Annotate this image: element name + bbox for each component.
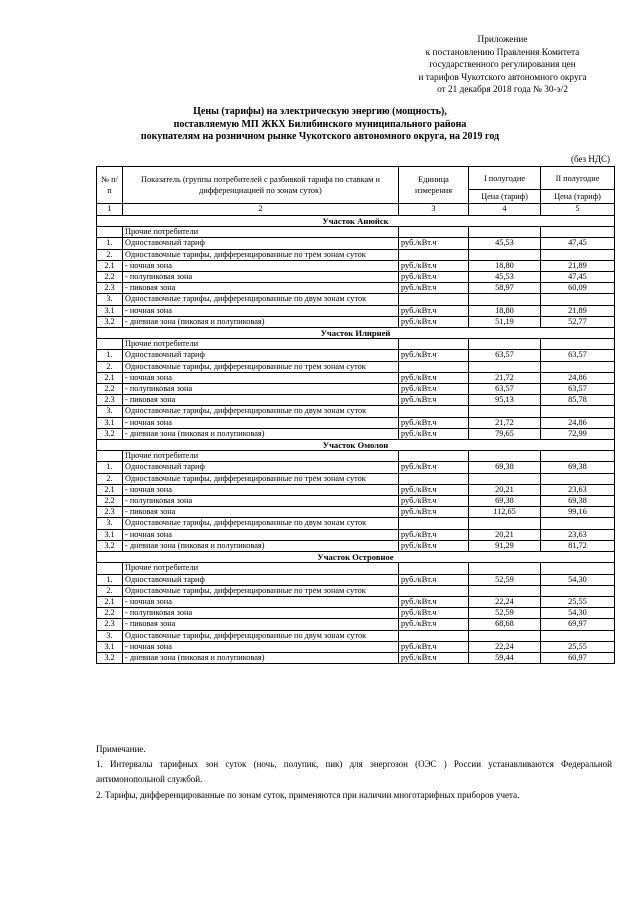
document-title bbox=[100, 106, 540, 144]
appendix-line: Приложение bbox=[477, 35, 528, 45]
row-label: Одноставочные тарифы, дифференцированные по двум зонам суток bbox=[123, 294, 399, 305]
row-number: 2.1 bbox=[97, 372, 123, 383]
row-label: Одноставочные тарифы, дифференцированные по трем зонам суток bbox=[123, 473, 399, 484]
row-unit: руб./кВт.ч bbox=[399, 574, 469, 585]
value-half-2 bbox=[541, 249, 615, 260]
note-item: 1. Интервалы тарифных зон суток (ночь, полупик, пик) для энергозон (ОЭС ) России устанавливаются Федеральной антимонопольной службой. bbox=[96, 759, 612, 785]
row-number: 1. bbox=[97, 462, 123, 473]
table-row bbox=[97, 596, 615, 607]
row-number: 2.1 bbox=[97, 596, 123, 607]
row-unit: руб./кВт.ч bbox=[399, 529, 469, 540]
row-label: Прочие потребители bbox=[123, 227, 399, 238]
row-unit: руб./кВт.ч bbox=[399, 596, 469, 607]
header-price-2: Цена (тариф) bbox=[541, 190, 615, 204]
row-unit: руб./кВт.ч bbox=[399, 540, 469, 551]
value-half-1: 112,65 bbox=[469, 507, 541, 518]
row-number: 1. bbox=[97, 238, 123, 249]
value-half-2: 21,89 bbox=[541, 260, 615, 271]
row-number: 2.2 bbox=[97, 272, 123, 283]
table-row bbox=[97, 652, 615, 663]
table-row bbox=[97, 361, 615, 372]
value-half-2: 69,97 bbox=[541, 619, 615, 630]
value-half-2 bbox=[541, 630, 615, 641]
value-half-2 bbox=[541, 563, 615, 574]
row-unit: руб./кВт.ч bbox=[399, 372, 469, 383]
row-label: Прочие потребители bbox=[123, 451, 399, 462]
table-row bbox=[97, 339, 615, 350]
value-half-2: 47,45 bbox=[541, 272, 615, 283]
row-label: - ночная зона bbox=[123, 484, 399, 495]
row-unit bbox=[399, 451, 469, 462]
appendix-line: и тарифов Чукотского автономного округа bbox=[418, 72, 587, 83]
header-half-2: II полугодие bbox=[541, 167, 615, 190]
row-label: - пиковая зона bbox=[123, 395, 399, 406]
table-row bbox=[97, 451, 615, 462]
value-half-1: 95,13 bbox=[469, 395, 541, 406]
row-label: - пиковая зона bbox=[123, 619, 399, 630]
row-unit: руб./кВт.ч bbox=[399, 260, 469, 271]
table-row bbox=[97, 384, 615, 395]
row-number: 1. bbox=[97, 350, 123, 361]
value-half-1: 52,59 bbox=[469, 608, 541, 619]
row-label: - ночная зона bbox=[123, 529, 399, 540]
row-unit: руб./кВт.ч bbox=[399, 507, 469, 518]
section-name: Участок Анюйск bbox=[97, 216, 615, 227]
value-half-2: 72,99 bbox=[541, 428, 615, 439]
row-label: Одноставочные тарифы, дифференцированные по двум зонам суток bbox=[123, 630, 399, 641]
row-number: 2. bbox=[97, 585, 123, 596]
row-label: Одноставочный тариф bbox=[123, 574, 399, 585]
row-label: - полупиковая зона bbox=[123, 608, 399, 619]
value-half-2: 63,57 bbox=[541, 350, 615, 361]
table-row bbox=[97, 238, 615, 249]
row-unit bbox=[399, 361, 469, 372]
row-unit: руб./кВт.ч bbox=[399, 484, 469, 495]
row-unit: руб./кВт.ч bbox=[399, 283, 469, 294]
value-half-2 bbox=[541, 294, 615, 305]
title-line: Цены (тарифы) на электрическую энергию (мощность), bbox=[193, 106, 447, 117]
table-row bbox=[97, 585, 615, 596]
row-number: 3.2 bbox=[97, 316, 123, 327]
row-number: 2.3 bbox=[97, 619, 123, 630]
note-item: 2. Тарифы, дифференцированные по зонам суток, применяются при наличии многотарифных приборов учета. bbox=[96, 789, 520, 800]
row-number bbox=[97, 339, 123, 350]
table-row bbox=[97, 518, 615, 529]
value-half-2: 63,57 bbox=[541, 384, 615, 395]
row-unit: руб./кВт.ч bbox=[399, 238, 469, 249]
row-number: 3.2 bbox=[97, 652, 123, 663]
value-half-1: 63,57 bbox=[469, 350, 541, 361]
table-row bbox=[97, 350, 615, 361]
row-label: Одноставочный тариф bbox=[123, 350, 399, 361]
row-unit: руб./кВт.ч bbox=[399, 395, 469, 406]
table-row bbox=[97, 507, 615, 518]
row-number: 3.2 bbox=[97, 540, 123, 551]
row-unit bbox=[399, 339, 469, 350]
header-price-1: Цена (тариф) bbox=[469, 190, 541, 204]
row-unit: руб./кВт.ч bbox=[399, 462, 469, 473]
table-row bbox=[97, 316, 615, 327]
value-half-2: 60,97 bbox=[541, 652, 615, 663]
table-row bbox=[97, 406, 615, 417]
row-unit: руб./кВт.ч bbox=[399, 619, 469, 630]
value-half-2: 21,89 bbox=[541, 305, 615, 316]
value-half-1: 69,38 bbox=[469, 462, 541, 473]
value-half-2 bbox=[541, 339, 615, 350]
row-unit: руб./кВт.ч bbox=[399, 305, 469, 316]
value-half-1: 21,72 bbox=[469, 372, 541, 383]
appendix-block bbox=[395, 34, 610, 97]
row-label: - дневная зона (пиковая и полупиковая) bbox=[123, 428, 399, 439]
row-label: - ночная зона bbox=[123, 260, 399, 271]
value-half-2: 23,63 bbox=[541, 529, 615, 540]
value-half-1: 22,24 bbox=[469, 596, 541, 607]
row-number: 2.3 bbox=[97, 395, 123, 406]
row-unit bbox=[399, 227, 469, 238]
row-unit: руб./кВт.ч bbox=[399, 384, 469, 395]
row-number: 3.1 bbox=[97, 417, 123, 428]
value-half-1: 91,29 bbox=[469, 540, 541, 551]
value-half-1: 21,72 bbox=[469, 417, 541, 428]
value-half-1 bbox=[469, 227, 541, 238]
table-row bbox=[97, 473, 615, 484]
row-number: 2.2 bbox=[97, 608, 123, 619]
row-label: - полупиковая зона bbox=[123, 384, 399, 395]
value-half-2 bbox=[541, 585, 615, 596]
row-label: - дневная зона (пиковая и полупиковая) bbox=[123, 540, 399, 551]
section-name: Участок Островное bbox=[97, 552, 615, 563]
table-row bbox=[97, 496, 615, 507]
value-half-1: 20,21 bbox=[469, 529, 541, 540]
table-row bbox=[97, 428, 615, 439]
notes-block bbox=[96, 742, 612, 803]
row-number: 3. bbox=[97, 630, 123, 641]
row-number: 1. bbox=[97, 574, 123, 585]
value-half-1 bbox=[469, 339, 541, 350]
value-half-2: 24,86 bbox=[541, 417, 615, 428]
row-label: - ночная зона bbox=[123, 372, 399, 383]
value-half-2 bbox=[541, 406, 615, 417]
row-label: - ночная зона bbox=[123, 305, 399, 316]
row-number: 3. bbox=[97, 518, 123, 529]
row-label: - ночная зона bbox=[123, 417, 399, 428]
table-row bbox=[97, 294, 615, 305]
value-half-1: 18,80 bbox=[469, 260, 541, 271]
value-half-2: 54,30 bbox=[541, 608, 615, 619]
row-label: Одноставочные тарифы, дифференцированные по двум зонам суток bbox=[123, 518, 399, 529]
notes-heading: Примечание. bbox=[96, 744, 146, 754]
header-half-1: I полугодие bbox=[469, 167, 541, 190]
row-label: Одноставочные тарифы, дифференцированные по трем зонам суток bbox=[123, 249, 399, 260]
row-unit bbox=[399, 630, 469, 641]
value-half-1: 22,24 bbox=[469, 641, 541, 652]
section-header-row bbox=[97, 216, 615, 227]
table-row bbox=[97, 462, 615, 473]
table-row bbox=[97, 484, 615, 495]
row-label: - пиковая зона bbox=[123, 507, 399, 518]
row-number: 2.2 bbox=[97, 496, 123, 507]
header-indicator: Показатель (группы потребителей с разбивкой тарифа по ставкам и дифференциацией по зонам суток) bbox=[123, 167, 399, 204]
row-number: 2.3 bbox=[97, 283, 123, 294]
value-half-1: 59,44 bbox=[469, 652, 541, 663]
table-row bbox=[97, 283, 615, 294]
header-unit: Единица измерения bbox=[399, 167, 469, 204]
value-half-2: 69,38 bbox=[541, 496, 615, 507]
section-name: Участок Илирней bbox=[97, 328, 615, 339]
value-half-2: 25,55 bbox=[541, 641, 615, 652]
value-half-1: 20,21 bbox=[469, 484, 541, 495]
value-half-1 bbox=[469, 585, 541, 596]
row-unit: руб./кВт.ч bbox=[399, 428, 469, 439]
table-row bbox=[97, 630, 615, 641]
row-number: 2.1 bbox=[97, 484, 123, 495]
table-row bbox=[97, 272, 615, 283]
value-half-1: 18,80 bbox=[469, 305, 541, 316]
value-half-2 bbox=[541, 227, 615, 238]
table-row bbox=[97, 641, 615, 652]
table-row bbox=[97, 608, 615, 619]
value-half-2: 52,77 bbox=[541, 316, 615, 327]
row-unit bbox=[399, 294, 469, 305]
header-num: № п/п bbox=[97, 167, 123, 204]
value-half-1 bbox=[469, 294, 541, 305]
row-label: - полупиковая зона bbox=[123, 496, 399, 507]
value-half-2 bbox=[541, 361, 615, 372]
value-half-2: 69,38 bbox=[541, 462, 615, 473]
title-line: покупателям на розничном рынке Чукотского автономного округа, на 2019 год bbox=[140, 131, 500, 142]
table-row bbox=[97, 395, 615, 406]
row-unit: руб./кВт.ч bbox=[399, 608, 469, 619]
table-row bbox=[97, 260, 615, 271]
row-label: - пиковая зона bbox=[123, 283, 399, 294]
row-label: - полупиковая зона bbox=[123, 272, 399, 283]
value-half-1 bbox=[469, 361, 541, 372]
value-half-2: 60,09 bbox=[541, 283, 615, 294]
row-number: 3. bbox=[97, 406, 123, 417]
row-number bbox=[97, 563, 123, 574]
row-label: - ночная зона bbox=[123, 641, 399, 652]
column-number: 3 bbox=[399, 204, 469, 216]
value-half-2: 99,16 bbox=[541, 507, 615, 518]
row-unit: руб./кВт.ч bbox=[399, 350, 469, 361]
value-half-2: 23,63 bbox=[541, 484, 615, 495]
table-row bbox=[97, 417, 615, 428]
row-unit: руб./кВт.ч bbox=[399, 417, 469, 428]
value-half-1 bbox=[469, 406, 541, 417]
tariff-table bbox=[96, 166, 615, 664]
row-unit: руб./кВт.ч bbox=[399, 316, 469, 327]
value-half-2: 47,45 bbox=[541, 238, 615, 249]
row-unit bbox=[399, 585, 469, 596]
appendix-line: к постановлению Правления Комитета bbox=[425, 47, 580, 58]
row-number: 2.1 bbox=[97, 260, 123, 271]
row-number: 2.3 bbox=[97, 507, 123, 518]
row-label: Одноставочные тарифы, дифференцированные по трем зонам суток bbox=[123, 585, 399, 596]
row-number: 2.2 bbox=[97, 384, 123, 395]
table-row bbox=[97, 372, 615, 383]
row-number bbox=[97, 451, 123, 462]
title-line: поставляемую МП ЖКХ Билибинского муниципального района bbox=[173, 118, 467, 130]
value-half-2: 85,78 bbox=[541, 395, 615, 406]
value-half-2 bbox=[541, 451, 615, 462]
row-number: 3.1 bbox=[97, 641, 123, 652]
value-half-2: 25,55 bbox=[541, 596, 615, 607]
value-half-2 bbox=[541, 518, 615, 529]
row-unit: руб./кВт.ч bbox=[399, 641, 469, 652]
appendix-line: от 21 декабря 2018 года № 30-э/2 bbox=[437, 85, 568, 96]
column-number: 2 bbox=[123, 204, 399, 216]
table-row bbox=[97, 540, 615, 551]
value-half-1 bbox=[469, 563, 541, 574]
row-unit: руб./кВт.ч bbox=[399, 272, 469, 283]
value-half-1 bbox=[469, 249, 541, 260]
value-half-1 bbox=[469, 630, 541, 641]
row-number: 3.1 bbox=[97, 529, 123, 540]
table-header-row bbox=[97, 167, 615, 190]
value-half-1: 52,59 bbox=[469, 574, 541, 585]
vat-note: (без НДС) bbox=[570, 154, 610, 164]
row-label: - дневная зона (пиковая и полупиковая) bbox=[123, 652, 399, 663]
table-row bbox=[97, 227, 615, 238]
section-name: Участок Омолон bbox=[97, 440, 615, 451]
table-row bbox=[97, 574, 615, 585]
row-number: 3. bbox=[97, 294, 123, 305]
row-label: - ночная зона bbox=[123, 596, 399, 607]
column-number-row bbox=[97, 204, 615, 216]
row-number: 2. bbox=[97, 249, 123, 260]
column-number: 4 bbox=[469, 204, 541, 216]
row-label: Одноставочный тариф bbox=[123, 462, 399, 473]
row-unit: руб./кВт.ч bbox=[399, 652, 469, 663]
row-unit bbox=[399, 406, 469, 417]
value-half-1 bbox=[469, 518, 541, 529]
column-number: 1 bbox=[97, 204, 123, 216]
row-unit bbox=[399, 563, 469, 574]
table-row bbox=[97, 563, 615, 574]
value-half-2: 81,72 bbox=[541, 540, 615, 551]
value-half-1 bbox=[469, 473, 541, 484]
value-half-2: 54,30 bbox=[541, 574, 615, 585]
value-half-1: 63,57 bbox=[469, 384, 541, 395]
value-half-1: 58,97 bbox=[469, 283, 541, 294]
value-half-1: 69,38 bbox=[469, 496, 541, 507]
value-half-1: 45,53 bbox=[469, 238, 541, 249]
section-header-row bbox=[97, 328, 615, 339]
table-row bbox=[97, 529, 615, 540]
value-half-1 bbox=[469, 451, 541, 462]
table-row bbox=[97, 249, 615, 260]
value-half-1: 45,53 bbox=[469, 272, 541, 283]
row-label: Одноставочные тарифы, дифференцированные по трем зонам суток bbox=[123, 361, 399, 372]
table-row bbox=[97, 619, 615, 630]
row-unit bbox=[399, 473, 469, 484]
value-half-1: 79,65 bbox=[469, 428, 541, 439]
value-half-2: 24,86 bbox=[541, 372, 615, 383]
value-half-2 bbox=[541, 473, 615, 484]
value-half-1: 68,68 bbox=[469, 619, 541, 630]
row-number: 3.2 bbox=[97, 428, 123, 439]
row-label: Одноставочные тарифы, дифференцированные по двум зонам суток bbox=[123, 406, 399, 417]
table-row bbox=[97, 305, 615, 316]
row-unit: руб./кВт.ч bbox=[399, 496, 469, 507]
row-label: Прочие потребители bbox=[123, 339, 399, 350]
row-number: 2. bbox=[97, 473, 123, 484]
row-label: Прочие потребители bbox=[123, 563, 399, 574]
section-header-row bbox=[97, 552, 615, 563]
column-number: 5 bbox=[541, 204, 615, 216]
row-number bbox=[97, 227, 123, 238]
value-half-1: 51,19 bbox=[469, 316, 541, 327]
row-unit bbox=[399, 249, 469, 260]
section-header-row bbox=[97, 440, 615, 451]
row-label: - дневная зона (пиковая и полупиковая) bbox=[123, 316, 399, 327]
row-unit bbox=[399, 518, 469, 529]
row-number: 3.1 bbox=[97, 305, 123, 316]
appendix-line: государственного регулирования цен bbox=[429, 60, 576, 71]
row-number: 2. bbox=[97, 361, 123, 372]
row-label: Одноставочный тариф bbox=[123, 238, 399, 249]
